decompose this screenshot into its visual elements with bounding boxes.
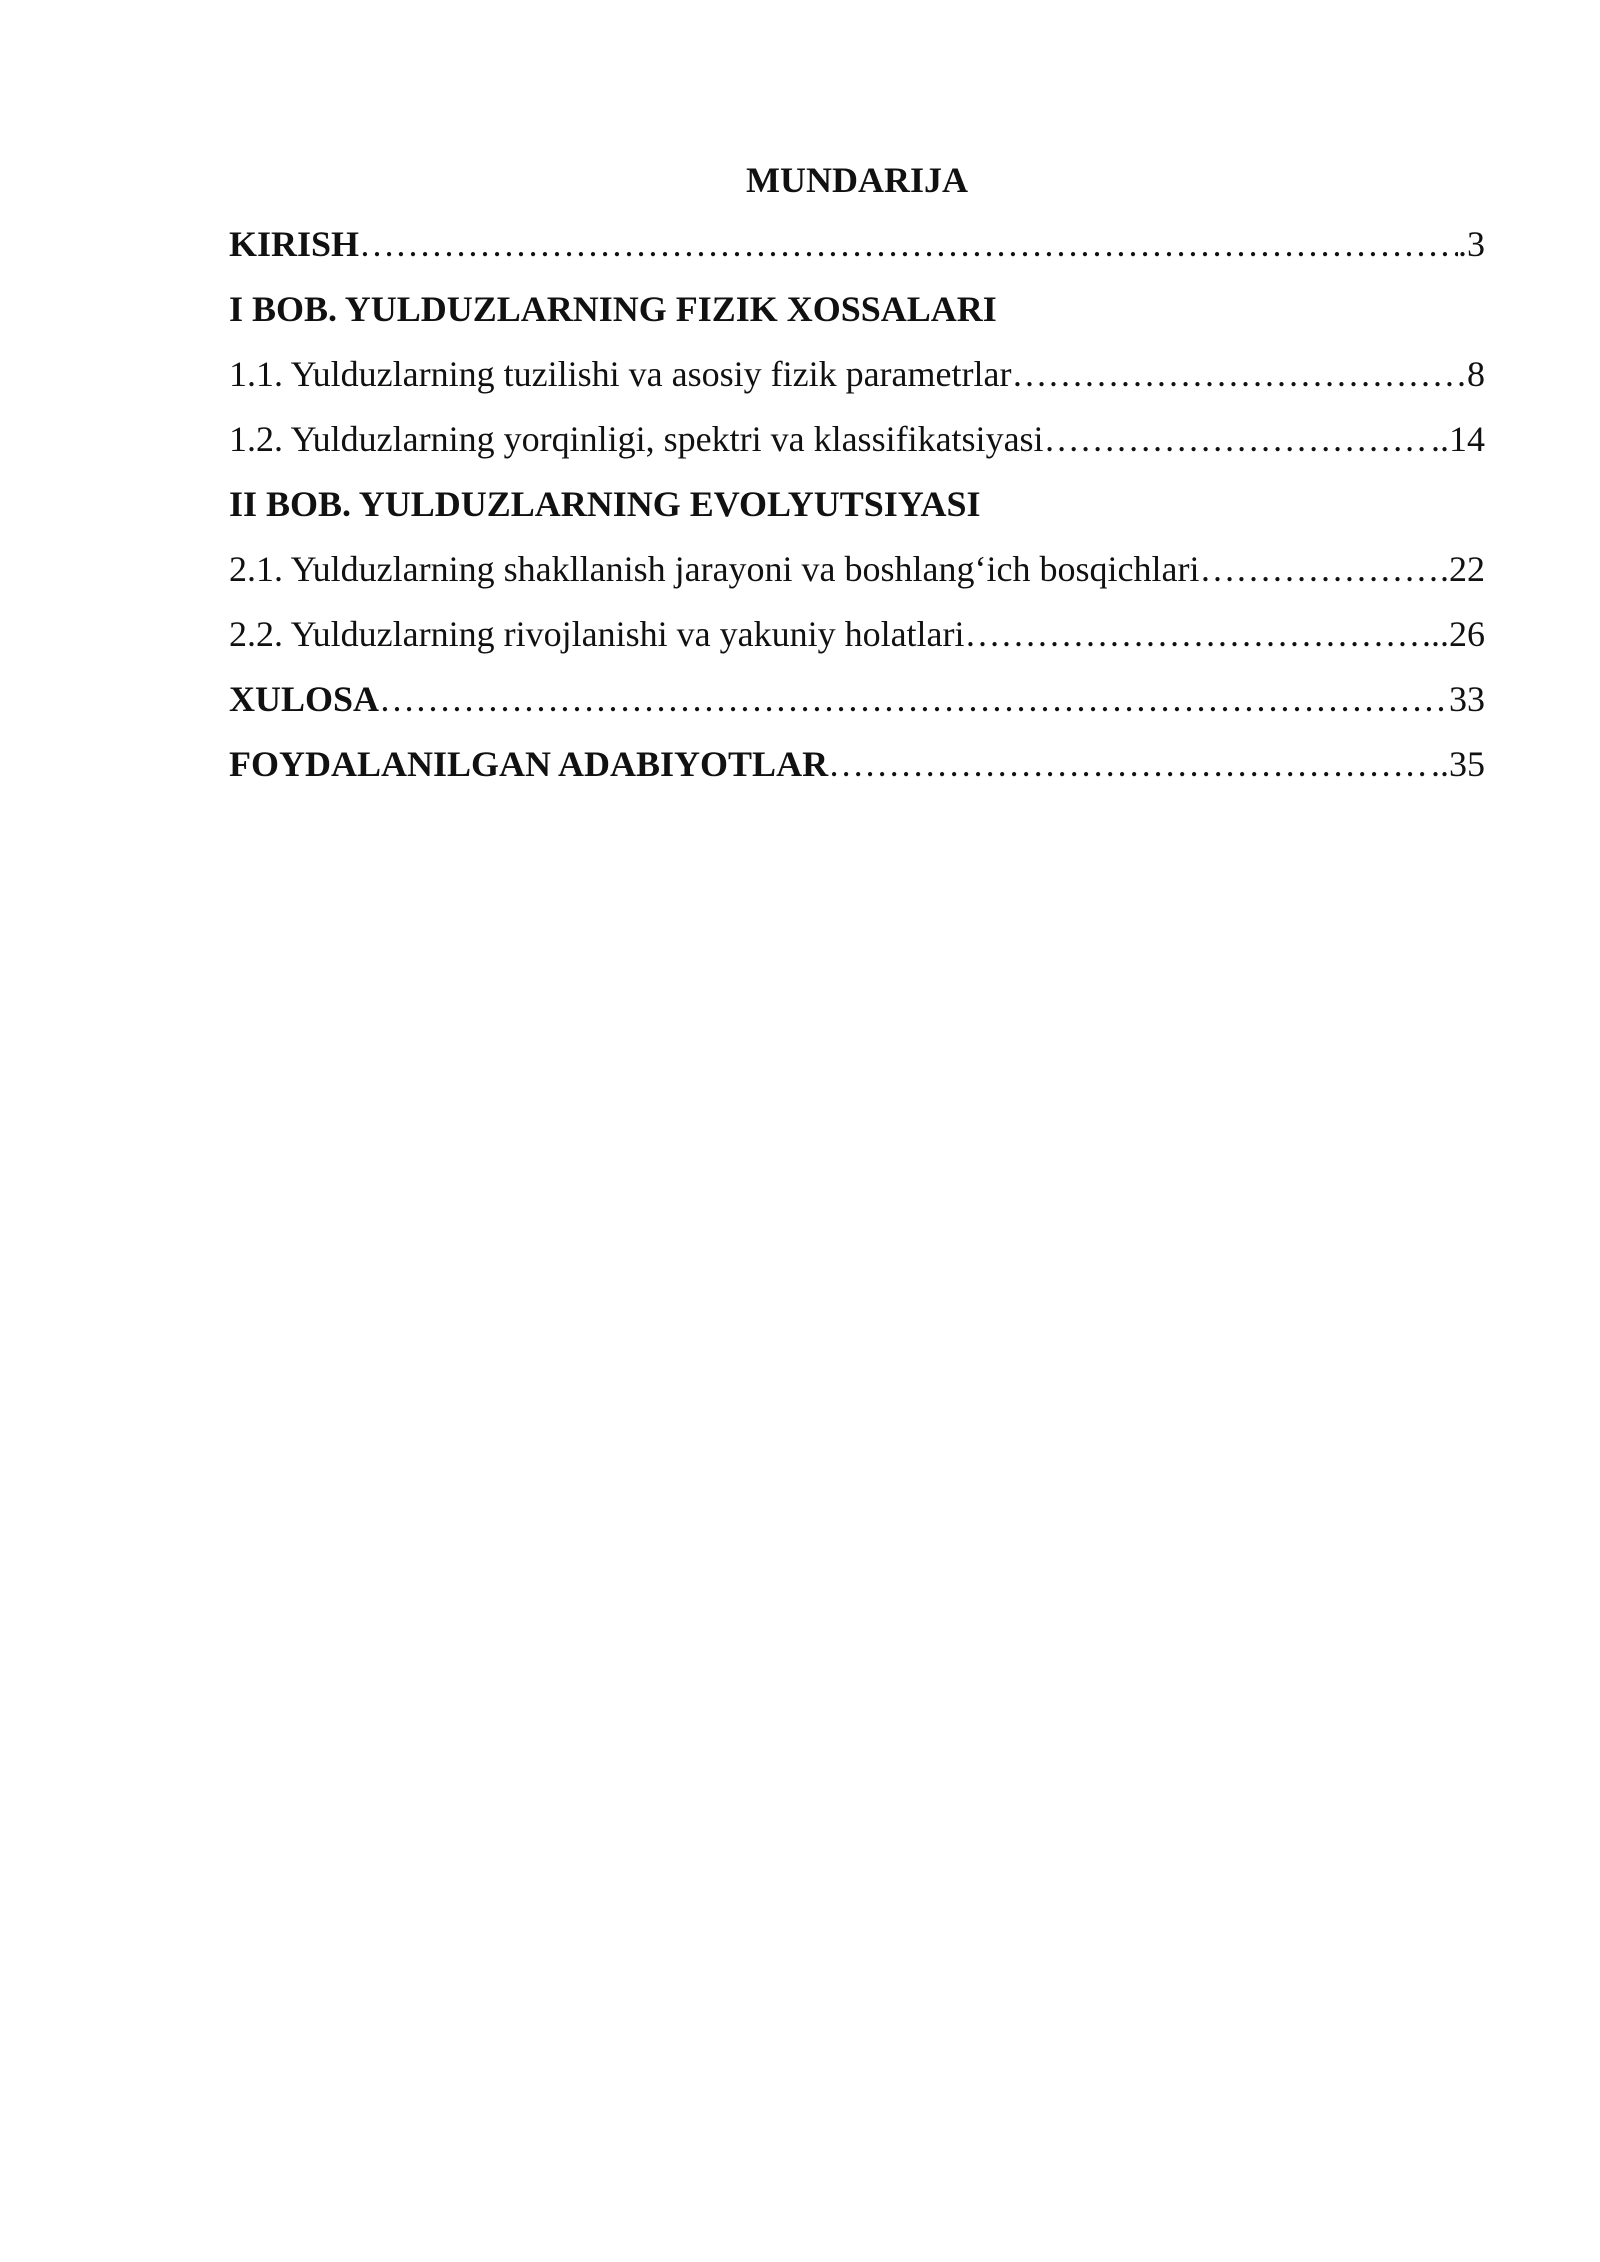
toc-leader-dots (1044, 407, 1431, 472)
toc-entry-xulosa (229, 667, 1485, 732)
toc-entry-label: 1.2. Yulduzlarning yorqinligi, spektri va klassifikatsiyasi (229, 419, 1044, 459)
toc-entry-page: 8 (1467, 354, 1485, 394)
toc-entry-kirish (229, 212, 1485, 277)
toc-entry-label: 1.1. Yulduzlarning tuzilishi va asosiy fizik parametrlar (229, 354, 1012, 394)
toc-leader-dots (1199, 537, 1440, 602)
toc-chapter-2 (229, 472, 1485, 537)
toc-entry-label: KIRISH (229, 224, 360, 264)
toc-entry-page: .22 (1440, 549, 1485, 589)
table-of-contents (229, 148, 1485, 797)
toc-leader-dots (1011, 342, 1467, 407)
toc-entry-page: .3 (1458, 224, 1485, 264)
toc-chapter-1 (229, 277, 1485, 342)
toc-leader-dots (965, 602, 1422, 667)
toc-chapter-label: I BOB. YULDUZLARNING FIZIK XOSSALARI (229, 289, 997, 329)
toc-chapter-label: II BOB. YULDUZLARNING EVOLYUTSIYASI (229, 484, 981, 524)
toc-entry-2-1 (229, 537, 1485, 602)
toc-leader-dots (828, 732, 1431, 797)
toc-leader-dots (379, 667, 1449, 732)
toc-entry-label: 2.1. Yulduzlarning shakllanish jarayoni va boshlang‘ich bosqichlari (229, 549, 1200, 589)
toc-entry-adabiyotlar (229, 732, 1485, 797)
toc-entry-page: ..35 (1431, 744, 1485, 784)
toc-leader-dots (359, 212, 1458, 277)
toc-entry-label: XULOSA (229, 679, 380, 719)
toc-entry-label: FOYDALANILGAN ADABIYOTLAR (229, 744, 829, 784)
toc-entry-page: ...26 (1422, 614, 1485, 654)
toc-title: MUNDARIJA (746, 160, 968, 200)
toc-entry-label: 2.2. Yulduzlarning rivojlanishi va yakuniy holatlari (229, 614, 965, 654)
toc-entry-page: 33 (1449, 679, 1485, 719)
toc-entry-2-2 (229, 602, 1485, 667)
toc-entry-1-1 (229, 342, 1485, 407)
toc-entry-page: ..14 (1431, 419, 1485, 459)
toc-entry-1-2 (229, 407, 1485, 472)
